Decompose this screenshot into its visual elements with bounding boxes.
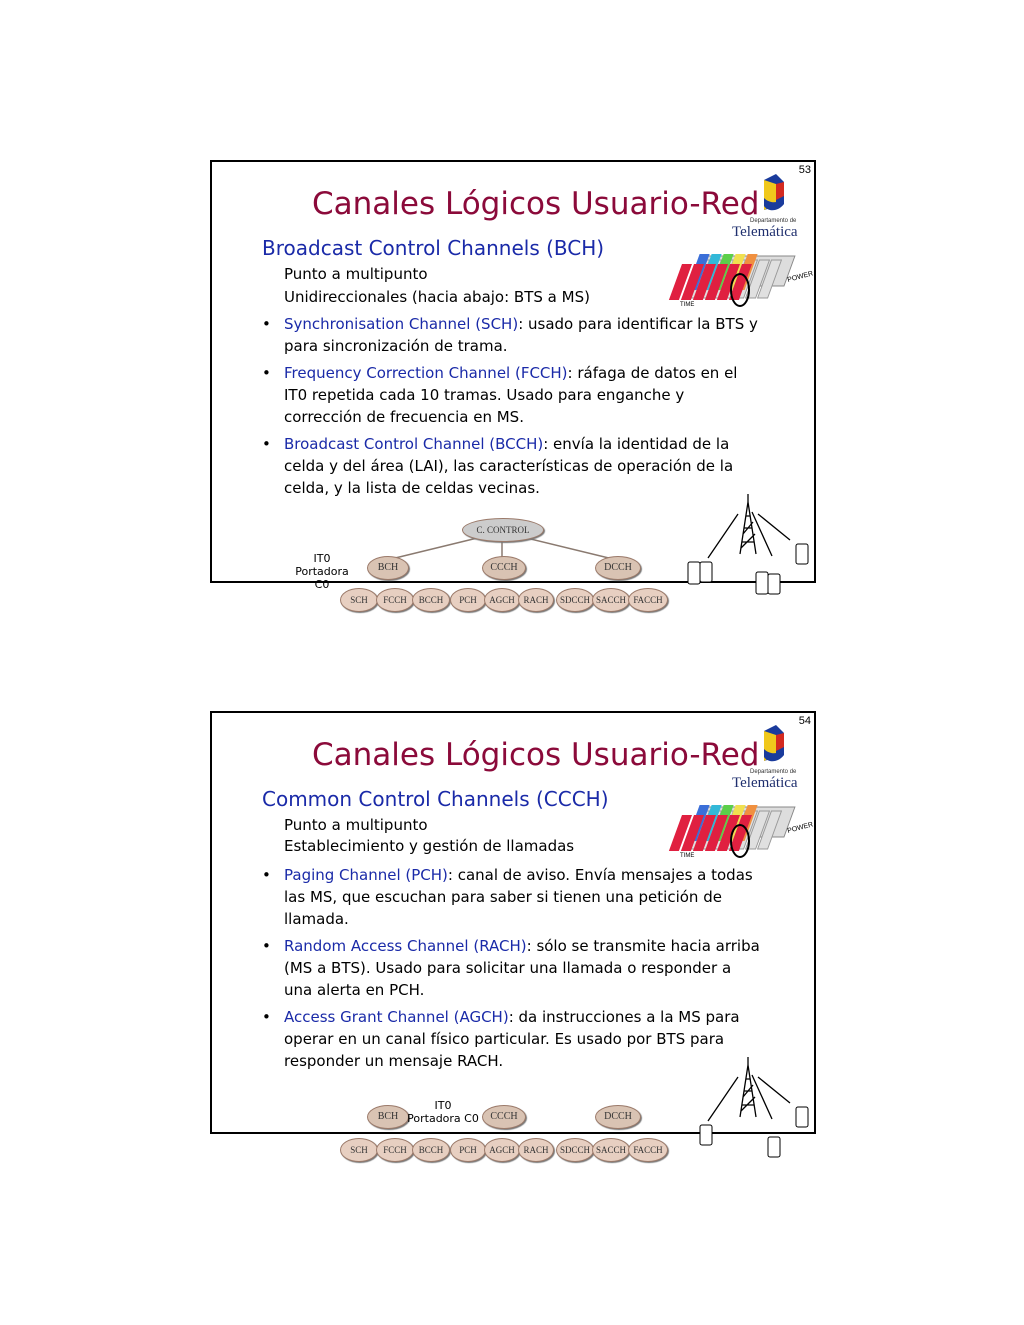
bts-and-mobiles-icon xyxy=(678,462,818,572)
tree-group-node: CCCH xyxy=(482,1105,526,1129)
bullet-desc: ráfaga de datos en el IT0 repetida cada 10 tramas. Usado para enganche y corrección de frecuencia en MS. xyxy=(284,364,738,426)
slide-number: 54 xyxy=(798,715,811,727)
line-1: Punto a multipunto xyxy=(284,816,428,834)
tree-leaf-node: SDCCH xyxy=(556,588,594,612)
bullet-term: Random Access Channel (RACH) xyxy=(284,937,527,955)
tree-root-node: C. CONTROL xyxy=(462,518,544,542)
tree-leaf-node: RACH xyxy=(518,1138,554,1162)
mobile-phones-icon xyxy=(680,560,800,610)
it0-label xyxy=(292,552,352,591)
bullet-desc: sólo se transmite hacia arriba (MS a BTS). Usado para solicitar una llamada o responder a una alerta en PCH. xyxy=(284,937,760,999)
tree-leaf-node: RACH xyxy=(518,588,554,612)
it0-line: Portadora C0 xyxy=(295,565,349,591)
svg-text:TIME: TIME xyxy=(680,853,695,859)
bullet-sep: : xyxy=(567,364,573,382)
tree-group-node: DCCH xyxy=(595,556,641,580)
bullet-desc: usado para identificar la BTS y para sincronización de trama. xyxy=(284,315,758,355)
tree-leaf-node: PCH xyxy=(450,1138,486,1162)
it0-label xyxy=(407,1099,479,1125)
it0-line: IT0 xyxy=(434,1099,452,1112)
bullet-item xyxy=(262,313,762,357)
bullet-term: Synchronisation Channel (SCH) xyxy=(284,315,519,333)
tree-leaf-node: BCCH xyxy=(412,588,450,612)
tree-leaf-node: SACCH xyxy=(592,1138,630,1162)
tree-group-node: BCH xyxy=(367,556,409,580)
slide-title: Canales Lógicos Usuario-Red xyxy=(312,737,760,773)
bullet-term: Paging Channel (PCH) xyxy=(284,866,448,884)
bullet-sep: : xyxy=(526,937,532,955)
bullet-term: Access Grant Channel (AGCH) xyxy=(284,1008,509,1026)
logo-name: Telemática xyxy=(732,224,798,240)
bullet-sep: : xyxy=(543,435,549,453)
bullet-desc: da instrucciones a la MS para operar en un canal físico particular. Es usado por BTS para responder un mensaje RACH. xyxy=(284,1008,740,1070)
section-heading: Common Control Channels (CCCH) xyxy=(262,787,609,811)
slide-54 xyxy=(210,711,816,1134)
bullet-glyph: • xyxy=(262,315,271,333)
svg-text:TIME: TIME xyxy=(680,302,695,308)
bullet-item xyxy=(262,362,762,428)
bullet-term: Frequency Correction Channel (FCCH) xyxy=(284,364,568,382)
tree-leaf-node: FCCH xyxy=(376,588,414,612)
it0-line: IT0 xyxy=(313,552,331,565)
svg-text:POWER: POWER xyxy=(786,821,815,835)
line-2: Unidireccionales (hacia abajo: BTS a MS) xyxy=(284,288,590,306)
tree-leaf-node: FACCH xyxy=(628,588,668,612)
tree-leaf-node: FCCH xyxy=(376,1138,414,1162)
section-heading: Broadcast Control Channels (BCH) xyxy=(262,236,605,260)
tree-leaf-node: SDCCH xyxy=(556,1138,594,1162)
bullet-glyph: • xyxy=(262,435,271,453)
tree-leaf-node: SCH xyxy=(340,1138,378,1162)
logo-caption: Departamento de xyxy=(750,769,797,775)
tree-leaf-node: PCH xyxy=(450,588,486,612)
tree-leaf-node: AGCH xyxy=(484,588,520,612)
tree-leaf-node: FACCH xyxy=(628,1138,668,1162)
bullet-sep: : xyxy=(508,1008,514,1026)
tree-leaf-node: SACCH xyxy=(592,588,630,612)
bullet-glyph: • xyxy=(262,866,271,884)
tree-group-node: CCCH xyxy=(482,556,526,580)
it0-line: Portadora C0 xyxy=(407,1112,479,1125)
bullet-sep: : xyxy=(518,315,524,333)
line-1: Punto a multipunto xyxy=(284,265,428,283)
bullet-item xyxy=(262,864,762,930)
timeslot-frequency-stack-icon xyxy=(670,242,816,312)
slide-number: 53 xyxy=(798,164,811,176)
bullet-desc: envía la identidad de la celda y del área (LAI), las características de operación de la celda, y la lista de celdas vecinas. xyxy=(284,435,734,497)
bullet-sep: : xyxy=(447,866,453,884)
logo-name: Telemática xyxy=(732,775,798,791)
timeslot-frequency-stack-icon xyxy=(670,793,816,863)
slide-title: Canales Lógicos Usuario-Red xyxy=(312,186,760,222)
bullet-glyph: • xyxy=(262,364,271,382)
bullet-item xyxy=(262,935,762,1001)
tree-leaf-node: SCH xyxy=(340,588,378,612)
tree-group-node: DCCH xyxy=(595,1105,641,1129)
bts-and-mobiles-icon xyxy=(678,1025,818,1135)
logo-caption: Departamento de xyxy=(750,218,797,224)
tree-leaf-node: AGCH xyxy=(484,1138,520,1162)
slide-53 xyxy=(210,160,816,591)
bullet-term: Broadcast Control Channel (BCCH) xyxy=(284,435,544,453)
bullet-glyph: • xyxy=(262,1008,271,1026)
bullet-desc: canal de aviso. Envía mensajes a todas las MS, que escuchan para saber si tienen una petición de llamada. xyxy=(284,866,753,928)
line-2: Establecimiento y gestión de llamadas xyxy=(284,837,575,855)
tree-leaf-node: BCCH xyxy=(412,1138,450,1162)
svg-text:POWER: POWER xyxy=(786,270,815,284)
tree-group-node: BCH xyxy=(367,1105,409,1129)
bullet-glyph: • xyxy=(262,937,271,955)
